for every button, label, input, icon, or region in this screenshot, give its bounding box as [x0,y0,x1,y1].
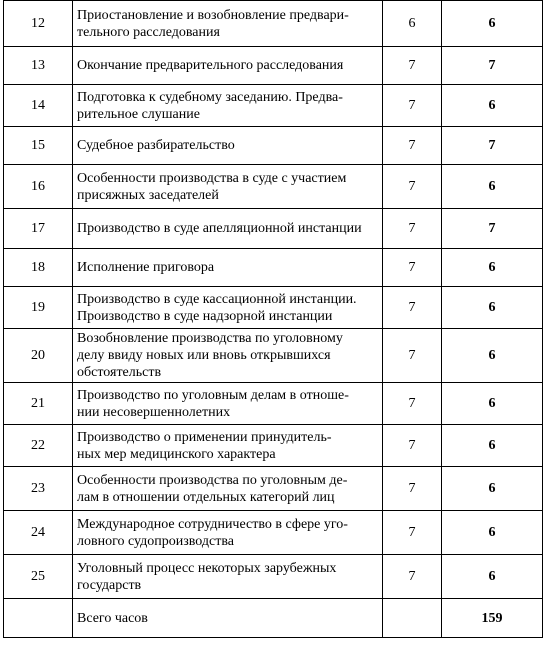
topic-title [73,165,383,209]
topic-number: 18 [4,249,73,287]
topic-title-line: присяжных заседателей [77,187,219,203]
hours-col-2: 6 [442,1,543,47]
topic-title-line: Возобновление производства по уголовному [77,331,343,346]
table-row [4,165,543,209]
topic-number: 13 [4,47,73,85]
topic-title [73,209,383,249]
topic-title [73,127,383,165]
table-row [4,511,543,555]
table-row [4,383,543,425]
hours-col-2: 6 [442,85,543,127]
topic-title-line: тельного расследования [77,24,220,40]
topic-number: 24 [4,511,73,555]
topic-number: 19 [4,287,73,329]
table-row [4,467,543,511]
hours-col-2: 6 [442,249,543,287]
hours-col-2: 6 [442,329,543,383]
hours-col-2: 7 [442,47,543,85]
topic-title-line: Производство в суде апелляционной инстанции [77,221,362,236]
topic-title [73,467,383,511]
total-label: Всего часов [73,599,383,638]
table-row [4,249,543,287]
topic-title [73,85,383,127]
topic-title-line: Производство о применении принудитель- [77,429,332,445]
topic-title-line: Производство в суде надзорной инстанции [77,308,333,324]
topic-title-line: ных мер медицинского характера [77,446,276,462]
table-row [4,287,543,329]
topic-title [73,1,383,47]
topic-title [73,425,383,467]
topic-title-line: государств [77,577,142,593]
hours-col-1: 7 [383,249,442,287]
total-number-cell [4,599,73,638]
topic-title-line: Производство в суде кассационной инстанции. [77,291,357,307]
table-row [4,329,543,383]
topic-title-line: ловного судопроизводства [77,533,234,549]
total-value: 159 [442,599,543,638]
hours-col-2: 6 [442,555,543,599]
hours-col-2: 7 [442,127,543,165]
total-hours-col-1 [383,599,442,638]
hours-col-1: 7 [383,127,442,165]
topic-title-line: делу ввиду новых или вновь открывшихся [77,348,331,363]
topic-title-line: рительное слушание [77,106,200,122]
table-row [4,127,543,165]
topic-title-line: Особенности производства в суде с участием [77,170,347,186]
topic-title-line: Исполнение приговора [77,260,215,275]
topic-number: 22 [4,425,73,467]
topic-number: 25 [4,555,73,599]
table-row [4,47,543,85]
hours-col-1: 7 [383,287,442,329]
hours-col-1: 7 [383,383,442,425]
topic-title [73,249,383,287]
hours-col-1: 7 [383,165,442,209]
hours-col-1: 7 [383,85,442,127]
topic-title [73,511,383,555]
hours-col-2: 6 [442,425,543,467]
hours-col-1: 7 [383,329,442,383]
topic-number: 12 [4,1,73,47]
topic-title-line: Подготовка к судебному заседанию. Предва- [77,89,343,105]
topic-title [73,287,383,329]
hours-col-1: 7 [383,467,442,511]
hours-col-1: 7 [383,425,442,467]
topic-title-line: Уголовный процесс некоторых зарубежных [77,560,337,576]
topic-title-line: нии несовершеннолетних [77,404,231,420]
topic-title [73,47,383,85]
hours-col-2: 6 [442,383,543,425]
topic-number: 16 [4,165,73,209]
topic-number: 17 [4,209,73,249]
table-row [4,85,543,127]
topic-title-line: Окончание предварительного расследования [77,58,344,73]
topic-title-line: лам в отношении отдельных категорий лиц [77,489,335,505]
topic-title-line: Судебное разбирательство [77,138,235,153]
hours-col-1: 7 [383,209,442,249]
hours-col-2: 6 [442,511,543,555]
hours-col-1: 6 [383,1,442,47]
topic-title [73,329,383,383]
table-row [4,425,543,467]
topic-title-line: Особенности производства по уголовным де- [77,472,348,488]
table-row [4,209,543,249]
hours-col-2: 6 [442,165,543,209]
topic-title [73,555,383,599]
topic-title-line: обстоятельств [77,365,162,380]
hours-col-1: 7 [383,511,442,555]
hours-col-2: 7 [442,209,543,249]
topic-title-line: Международное сотрудничество в сфере уго- [77,516,348,532]
topic-title-line: Приостановление и возобновление предвари- [77,7,349,23]
table-row [4,555,543,599]
table-body [4,1,543,638]
topic-number: 15 [4,127,73,165]
topic-number: 21 [4,383,73,425]
topic-title [73,383,383,425]
topic-title-line: Производство по уголовным делам в отноше- [77,387,349,403]
hours-col-1: 7 [383,47,442,85]
table-row [4,1,543,47]
total-row [4,599,543,638]
hours-col-2: 6 [442,467,543,511]
topic-number: 14 [4,85,73,127]
topic-number: 20 [4,329,73,383]
topic-number: 23 [4,467,73,511]
hours-col-2: 6 [442,287,543,329]
curriculum-table [3,0,543,638]
hours-col-1: 7 [383,555,442,599]
